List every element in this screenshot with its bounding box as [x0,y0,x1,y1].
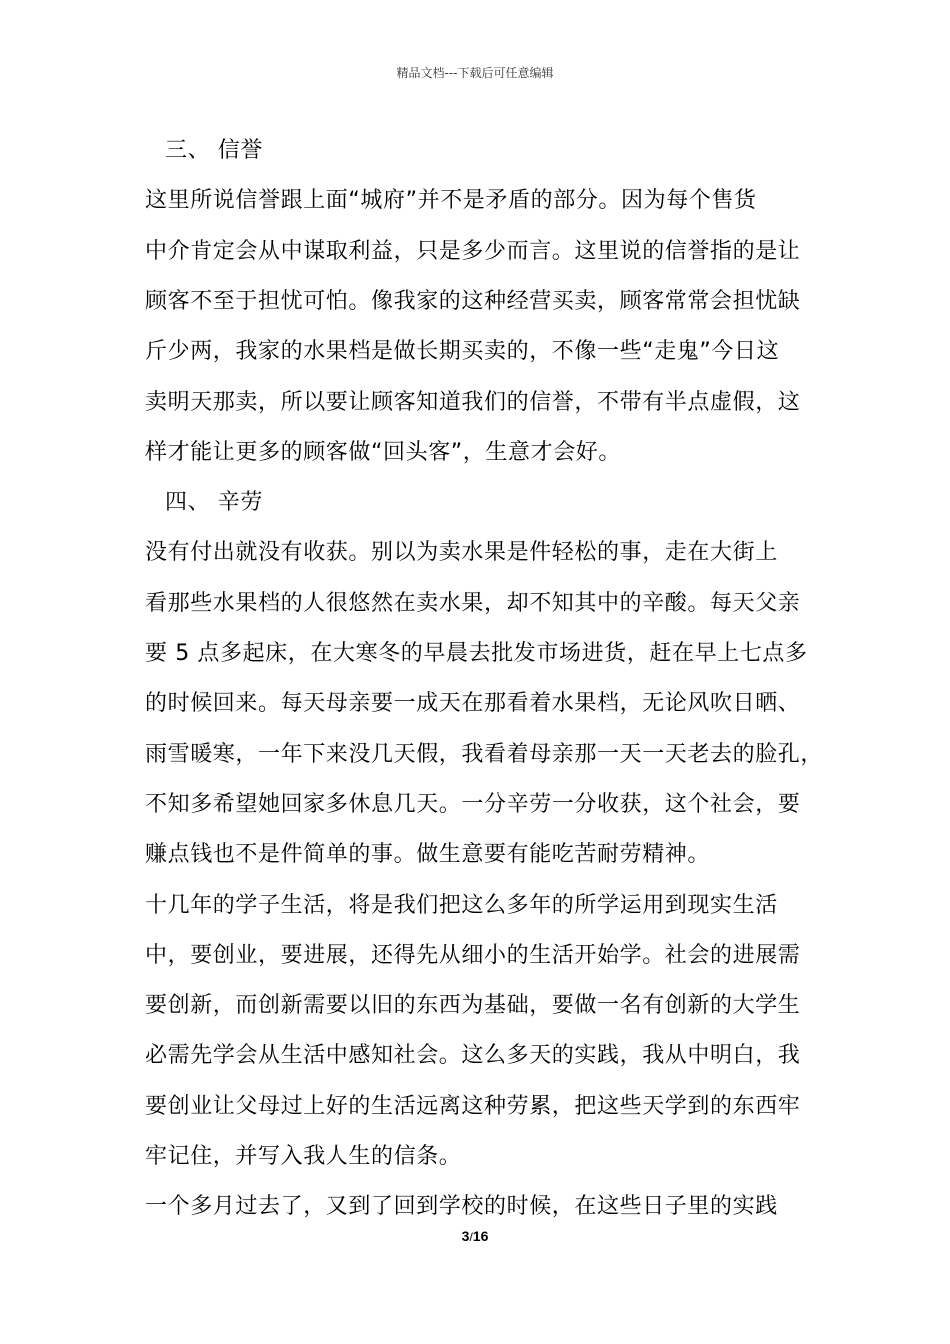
paragraph-line: 中，要创业，要进展，还得先从细小的生活开始学。社会的进展需 [145,942,801,968]
paragraph-line: 牢记住，并写入我人生的信条。 [145,1144,462,1169]
paragraph-line: 要创业让父母过上好的生活远离这种劳累，把这些天学到的东西牢 [145,1093,801,1119]
paragraph-line: 一个多月过去了，又到了回到学校的时候，在这些日子里的实践 [145,1194,778,1220]
paragraph-line: 的时候回来。每天母亲要一成天在那看着水果档，无论风吹日晒、 [145,691,801,717]
section-heading: 三、 信誉 [165,138,263,163]
paragraph-line: 看那些水果档的人很悠然在卖水果，却不知其中的辛酸。每天父亲 [145,590,801,616]
section-heading: 四、 辛劳 [165,490,263,516]
paragraph-line: 斤少两，我家的水果档是做长期买卖的，不像一些“走鬼”今日这 [145,339,780,365]
page-separator: / [469,1230,473,1244]
paragraph-line: 顾客不至于担忧可怕。像我家的这种经营买卖，顾客常常会担忧缺 [145,288,801,314]
paragraph-line: 要创新，而创新需要以旧的东西为基础，要做一名有创新的大学生 [145,993,801,1019]
paragraph-line: 不知多希望她回家多休息几天。一分辛劳一分收获，这个社会，要 [145,791,801,817]
paragraph-line: 必需先学会从生活中感知社会。这么多天的实践，我从中明白，我 [145,1043,801,1069]
paragraph-line: 没有付出就没有收获。别以为卖水果是件轻松的事，走在大街上 [145,540,778,566]
paragraph-line: 这里所说信誉跟上面“城府”并不是矛盾的部分。因为每个售货 [145,188,757,214]
document-header: 精品文档---下载后可任意编辑 [396,66,554,80]
paragraph-line: 样才能让更多的顾客做“回头客”，生意才会好。 [145,439,621,465]
current-page: 3 [461,1228,470,1244]
paragraph-line: 要 5 点多起床，在大寒冬的早晨去批发市场进货，赶在早上七点多 [145,641,808,666]
paragraph-line: 赚点钱也不是件简单的事。做生意要有能吃苦耐劳精神。 [145,842,711,868]
page-number [0,1228,950,1244]
paragraph-line: 雨雪暖寒，一年下来没几天假，我看着母亲那一天一天老去的脸孔， [145,741,824,767]
paragraph-line: 卖明天那卖，所以要让顾客知道我们的信誉，不带有半点虚假，这 [145,389,801,415]
paragraph-line: 十几年的学子生活，将是我们把这么多年的所学运用到现实生活 [145,892,778,918]
paragraph-line: 中介肯定会从中谋取利益，只是多少而言。这里说的信誉指的是让 [145,238,801,264]
total-pages: 16 [472,1228,489,1244]
